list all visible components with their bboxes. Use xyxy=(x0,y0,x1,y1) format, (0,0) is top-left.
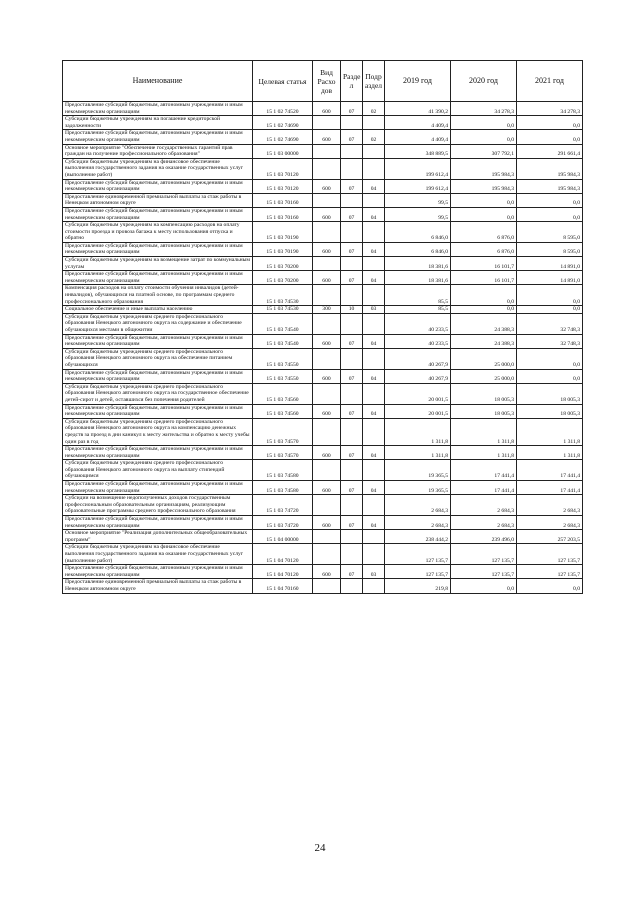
cell-subsection xyxy=(363,313,385,334)
cell-value-2019: 127 135,7 xyxy=(385,544,451,565)
cell-value-2019: 6 846,0 xyxy=(385,242,451,256)
table-row xyxy=(63,348,583,369)
table-header-row xyxy=(63,61,583,102)
cell-value-2020: 18 005,3 xyxy=(451,404,517,418)
cell-name: Субсидии бюджетным учреждениям среднего профессионального образования Ненецкого автономного округа на обеспечение питанием обучающихся xyxy=(63,348,253,369)
cell-value-2019: 4 409,4 xyxy=(385,130,451,144)
cell-subsection xyxy=(363,579,385,593)
cell-section xyxy=(341,544,363,565)
cell-value-2019: 1 311,8 xyxy=(385,418,451,445)
cell-target-article: 15 1 03 74540 xyxy=(253,334,313,348)
cell-value-2019: 348 889,5 xyxy=(385,144,451,158)
cell-name: Субсидии бюджетным учреждениям среднего профессионального образования Ненецкого автономного округа на содержание и обеспечение обучающихся местами в общежитии xyxy=(63,313,253,334)
table-row xyxy=(63,544,583,565)
cell-value-2020: 195 984,3 xyxy=(451,158,517,179)
cell-name: Предоставление субсидий бюджетным, автономным учреждениям и иным некоммерческим организациям xyxy=(63,334,253,348)
cell-value-2019: 219,8 xyxy=(385,579,451,593)
cell-section: 07 xyxy=(341,130,363,144)
cell-value-2019: 19 365,5 xyxy=(385,481,451,495)
cell-subsection: 04 xyxy=(363,271,385,285)
header-year-2020: 2020 год xyxy=(451,61,517,102)
cell-subsection xyxy=(363,193,385,207)
cell-value-2020: 34 278,3 xyxy=(451,102,517,116)
cell-subsection xyxy=(363,222,385,243)
cell-value-2021: 14 891,0 xyxy=(517,271,583,285)
cell-subsection xyxy=(363,144,385,158)
cell-value-2021: 17 441,4 xyxy=(517,481,583,495)
table-row xyxy=(63,285,583,306)
cell-expense-type: 600 xyxy=(313,334,341,348)
cell-value-2020: 25 000,0 xyxy=(451,369,517,383)
cell-subsection xyxy=(363,285,385,306)
cell-section: 07 xyxy=(341,334,363,348)
cell-subsection xyxy=(363,116,385,130)
cell-subsection xyxy=(363,158,385,179)
cell-value-2021: 0,0 xyxy=(517,369,583,383)
cell-expense-type: 600 xyxy=(313,369,341,383)
cell-value-2021: 14 891,0 xyxy=(517,257,583,271)
cell-value-2021: 291 661,4 xyxy=(517,144,583,158)
cell-section xyxy=(341,116,363,130)
cell-name: Предоставление субсидий бюджетным, автономным учреждениям и иным некоммерческим организациям xyxy=(63,481,253,495)
cell-target-article: 15 1 03 74540 xyxy=(253,313,313,334)
cell-expense-type: 600 xyxy=(313,207,341,221)
cell-value-2019: 85,5 xyxy=(385,306,451,314)
cell-subsection xyxy=(363,460,385,481)
cell-value-2021: 195 984,3 xyxy=(517,158,583,179)
cell-target-article: 15 1 03 74570 xyxy=(253,418,313,445)
cell-name: Предоставление субсидий бюджетным, автономным учреждениям и иным некоммерческим организациям xyxy=(63,271,253,285)
cell-subsection xyxy=(363,544,385,565)
cell-expense-type xyxy=(313,579,341,593)
table-row xyxy=(63,222,583,243)
cell-subsection: 04 xyxy=(363,516,385,530)
cell-value-2020: 127 135,7 xyxy=(451,544,517,565)
cell-subsection xyxy=(363,348,385,369)
cell-name: Социальное обеспечение и иные выплаты населению xyxy=(63,306,253,314)
cell-value-2021: 1 311,8 xyxy=(517,418,583,445)
cell-value-2019: 18 381,6 xyxy=(385,257,451,271)
cell-value-2020: 18 005,3 xyxy=(451,383,517,404)
cell-value-2020: 6 876,0 xyxy=(451,242,517,256)
table-row xyxy=(63,565,583,579)
cell-value-2020: 0,0 xyxy=(451,579,517,593)
cell-name: Предоставление субсидий бюджетным, автономным учреждениям и иным некоммерческим организациям xyxy=(63,369,253,383)
cell-name: Предоставление субсидий бюджетным, автономным учреждениям и иным некоммерческим организациям xyxy=(63,242,253,256)
cell-expense-type: 600 xyxy=(313,271,341,285)
cell-name: Субсидии бюджетным учреждениям среднего профессионального образования Ненецкого автономного округа на государственное обеспечение детей-сирот и детей, оставшихся без попечения родителей xyxy=(63,383,253,404)
cell-value-2019: 40 233,5 xyxy=(385,334,451,348)
cell-name: Предоставление субсидий бюджетным, автономным учреждениям и иным некоммерческим организациям xyxy=(63,516,253,530)
table-row xyxy=(63,383,583,404)
cell-target-article: 15 1 03 70160 xyxy=(253,193,313,207)
cell-value-2021: 17 441,4 xyxy=(517,460,583,481)
cell-value-2021: 0,0 xyxy=(517,285,583,306)
cell-target-article: 15 1 03 74530 xyxy=(253,285,313,306)
cell-value-2021: 257 203,5 xyxy=(517,530,583,544)
cell-subsection xyxy=(363,530,385,544)
cell-name: Основное мероприятие "Обеспечение государственных гарантий прав граждан на получение профессионального образования" xyxy=(63,144,253,158)
cell-value-2021: 0,0 xyxy=(517,207,583,221)
table-row xyxy=(63,271,583,285)
page-number: 24 xyxy=(314,842,326,854)
cell-subsection: 04 xyxy=(363,481,385,495)
table-row xyxy=(63,116,583,130)
cell-expense-type xyxy=(313,116,341,130)
cell-subsection xyxy=(363,495,385,516)
cell-section: 07 xyxy=(341,369,363,383)
table-row xyxy=(63,158,583,179)
cell-value-2021: 1 311,8 xyxy=(517,446,583,460)
cell-expense-type xyxy=(313,257,341,271)
cell-subsection: 04 xyxy=(363,334,385,348)
table-row xyxy=(63,130,583,144)
table-row xyxy=(63,404,583,418)
cell-section xyxy=(341,313,363,334)
cell-subsection xyxy=(363,257,385,271)
cell-expense-type xyxy=(313,418,341,445)
cell-target-article: 15 1 04 70120 xyxy=(253,565,313,579)
cell-subsection xyxy=(363,418,385,445)
cell-value-2021: 127 135,7 xyxy=(517,544,583,565)
table-row xyxy=(63,369,583,383)
cell-section: 07 xyxy=(341,516,363,530)
cell-value-2020: 0,0 xyxy=(451,207,517,221)
cell-value-2019: 20 001,5 xyxy=(385,383,451,404)
table-row xyxy=(63,460,583,481)
cell-value-2021: 32 748,3 xyxy=(517,313,583,334)
cell-value-2020: 16 101,7 xyxy=(451,257,517,271)
cell-value-2021: 18 005,3 xyxy=(517,383,583,404)
cell-subsection xyxy=(363,383,385,404)
cell-section xyxy=(341,383,363,404)
cell-value-2020: 195 984,3 xyxy=(451,179,517,193)
cell-name: Субсидии бюджетным учреждениям среднего профессионального образования Ненецкого автономного округа на компенсацию денежных средств за проезд в дни каникул к месту жительства и обратно к месту учебы один раз в год xyxy=(63,418,253,445)
cell-section xyxy=(341,495,363,516)
cell-target-article: 15 1 03 74560 xyxy=(253,383,313,404)
cell-section xyxy=(341,579,363,593)
cell-value-2019: 99,5 xyxy=(385,207,451,221)
cell-value-2021: 2 684,3 xyxy=(517,495,583,516)
cell-subsection: 04 xyxy=(363,242,385,256)
cell-target-article: 15 1 03 74580 xyxy=(253,460,313,481)
cell-subsection: 04 xyxy=(363,207,385,221)
cell-expense-type: 600 xyxy=(313,565,341,579)
cell-name: Предоставление субсидий бюджетным, автономным учреждениям и иным некоммерческим организациям xyxy=(63,130,253,144)
cell-value-2019: 2 684,3 xyxy=(385,495,451,516)
cell-value-2019: 4 409,4 xyxy=(385,116,451,130)
cell-target-article: 15 1 03 74570 xyxy=(253,446,313,460)
cell-section xyxy=(341,348,363,369)
cell-subsection: 04 xyxy=(363,179,385,193)
cell-value-2021: 34 278,3 xyxy=(517,102,583,116)
cell-value-2019: 99,5 xyxy=(385,193,451,207)
cell-value-2019: 85,5 xyxy=(385,285,451,306)
table-row xyxy=(63,193,583,207)
cell-value-2021: 0,0 xyxy=(517,130,583,144)
cell-section xyxy=(341,418,363,445)
table-row xyxy=(63,306,583,314)
cell-name: Предоставление субсидий бюджетным, автономным учреждениям и иным некоммерческим организациям xyxy=(63,446,253,460)
cell-target-article: 15 1 03 74720 xyxy=(253,495,313,516)
table-row xyxy=(63,242,583,256)
cell-expense-type xyxy=(313,313,341,334)
table-row xyxy=(63,179,583,193)
header-name: Наименование xyxy=(63,61,253,102)
header-year-2019: 2019 год xyxy=(385,61,451,102)
cell-value-2020: 2 684,3 xyxy=(451,495,517,516)
cell-value-2021: 0,0 xyxy=(517,579,583,593)
cell-target-article: 15 1 03 70200 xyxy=(253,257,313,271)
table-row xyxy=(63,207,583,221)
cell-expense-type xyxy=(313,193,341,207)
cell-section: 07 xyxy=(341,207,363,221)
cell-target-article: 15 1 03 74550 xyxy=(253,348,313,369)
cell-target-article: 15 1 03 74530 xyxy=(253,306,313,314)
table-row xyxy=(63,481,583,495)
cell-section xyxy=(341,193,363,207)
header-year-2021: 2021 год xyxy=(517,61,583,102)
cell-value-2021: 0,0 xyxy=(517,348,583,369)
cell-section: 07 xyxy=(341,271,363,285)
cell-value-2020: 24 388,3 xyxy=(451,313,517,334)
table-row xyxy=(63,530,583,544)
cell-value-2019: 127 135,7 xyxy=(385,565,451,579)
cell-value-2021: 0,0 xyxy=(517,193,583,207)
cell-expense-type: 600 xyxy=(313,404,341,418)
cell-value-2019: 6 846,0 xyxy=(385,222,451,243)
cell-subsection: 02 xyxy=(363,102,385,116)
cell-name: Субсидии бюджетным учреждениям среднего профессионального образования Ненецкого автономного округа на выплату стипендий обучающимся xyxy=(63,460,253,481)
cell-name: Субсидии бюджетным учреждениям на компенсацию расходов на оплату стоимости проезда и провоза багажа к месту использования отпуска и обратно xyxy=(63,222,253,243)
cell-value-2019: 18 381,6 xyxy=(385,271,451,285)
table-row xyxy=(63,446,583,460)
cell-value-2021: 32 748,3 xyxy=(517,334,583,348)
cell-value-2019: 19 365,5 xyxy=(385,460,451,481)
cell-value-2020: 24 388,3 xyxy=(451,334,517,348)
cell-value-2021: 2 684,3 xyxy=(517,516,583,530)
cell-section: 07 xyxy=(341,565,363,579)
cell-name: Субсидии на возмещение недополученных доходов государственным профессиональным образовательным организациям, реализующим образовательные программы среднего профессионального образования xyxy=(63,495,253,516)
cell-expense-type xyxy=(313,530,341,544)
cell-subsection: 04 xyxy=(363,369,385,383)
cell-value-2019: 199 612,4 xyxy=(385,158,451,179)
cell-expense-type xyxy=(313,158,341,179)
cell-value-2020: 1 311,8 xyxy=(451,446,517,460)
cell-target-article: 15 1 03 00000 xyxy=(253,144,313,158)
cell-target-article: 15 1 04 00000 xyxy=(253,530,313,544)
table-body xyxy=(63,102,583,594)
table-row xyxy=(63,418,583,445)
cell-section xyxy=(341,285,363,306)
budget-table xyxy=(62,60,583,594)
cell-target-article: 15 1 03 74720 xyxy=(253,516,313,530)
table-row xyxy=(63,144,583,158)
cell-section: 07 xyxy=(341,179,363,193)
cell-target-article: 15 1 03 70160 xyxy=(253,207,313,221)
header-target-article: Целевая статья xyxy=(253,61,313,102)
cell-section xyxy=(341,144,363,158)
cell-value-2019: 2 684,3 xyxy=(385,516,451,530)
cell-expense-type xyxy=(313,144,341,158)
cell-value-2021: 18 005,3 xyxy=(517,404,583,418)
cell-name: Субсидии бюджетным учреждениям на финансовое обеспечение выполнения государственного задания на оказание государственных услуг (выполнение работ) xyxy=(63,544,253,565)
table-row xyxy=(63,495,583,516)
cell-expense-type xyxy=(313,348,341,369)
table-row xyxy=(63,257,583,271)
header-section: Разде л xyxy=(341,61,363,102)
cell-value-2021: 0,0 xyxy=(517,116,583,130)
cell-target-article: 15 1 03 70190 xyxy=(253,242,313,256)
cell-value-2020: 6 876,0 xyxy=(451,222,517,243)
cell-subsection: 04 xyxy=(363,446,385,460)
cell-subsection: 03 xyxy=(363,565,385,579)
cell-expense-type xyxy=(313,460,341,481)
cell-value-2019: 199 612,4 xyxy=(385,179,451,193)
cell-target-article: 15 1 04 70120 xyxy=(253,544,313,565)
cell-value-2021: 8 595,0 xyxy=(517,242,583,256)
header-expense-type: Вид Расхо дов xyxy=(313,61,341,102)
cell-subsection: 03 xyxy=(363,306,385,314)
cell-value-2020: 2 684,3 xyxy=(451,516,517,530)
cell-expense-type xyxy=(313,544,341,565)
cell-value-2020: 25 000,0 xyxy=(451,348,517,369)
table-row xyxy=(63,579,583,593)
cell-expense-type: 600 xyxy=(313,179,341,193)
cell-section xyxy=(341,158,363,179)
cell-value-2019: 1 311,8 xyxy=(385,446,451,460)
cell-expense-type: 600 xyxy=(313,242,341,256)
cell-target-article: 15 1 03 70190 xyxy=(253,222,313,243)
cell-target-article: 15 1 03 70120 xyxy=(253,179,313,193)
cell-section: 10 xyxy=(341,306,363,314)
cell-name: Предоставление субсидий бюджетным, автономным учреждениям и иным некоммерческим организациям xyxy=(63,565,253,579)
cell-target-article: 15 1 03 74580 xyxy=(253,481,313,495)
cell-value-2021: 195 984,3 xyxy=(517,179,583,193)
table-row xyxy=(63,516,583,530)
header-subsection: Подр аздел xyxy=(363,61,385,102)
cell-expense-type: 600 xyxy=(313,516,341,530)
cell-target-article: 15 1 02 74690 xyxy=(253,116,313,130)
cell-value-2021: 127 135,7 xyxy=(517,565,583,579)
cell-value-2020: 0,0 xyxy=(451,130,517,144)
cell-value-2019: 40 267,9 xyxy=(385,348,451,369)
table-row xyxy=(63,334,583,348)
cell-subsection: 02 xyxy=(363,130,385,144)
cell-expense-type: 600 xyxy=(313,130,341,144)
cell-section xyxy=(341,222,363,243)
cell-name: Предоставление субсидий бюджетным, автономным учреждениям и иным некоммерческим организациям xyxy=(63,207,253,221)
cell-value-2020: 0,0 xyxy=(451,285,517,306)
cell-section: 07 xyxy=(341,242,363,256)
cell-section: 07 xyxy=(341,404,363,418)
cell-target-article: 15 1 02 74520 xyxy=(253,102,313,116)
cell-value-2019: 238 444,2 xyxy=(385,530,451,544)
cell-section: 07 xyxy=(341,481,363,495)
cell-value-2019: 41 390,2 xyxy=(385,102,451,116)
cell-target-article: 15 1 03 70200 xyxy=(253,271,313,285)
table-row xyxy=(63,313,583,334)
cell-value-2019: 20 001,5 xyxy=(385,404,451,418)
cell-section xyxy=(341,257,363,271)
cell-value-2020: 127 135,7 xyxy=(451,565,517,579)
cell-subsection: 04 xyxy=(363,404,385,418)
cell-section xyxy=(341,530,363,544)
cell-expense-type xyxy=(313,285,341,306)
cell-expense-type: 600 xyxy=(313,481,341,495)
cell-target-article: 15 1 03 70120 xyxy=(253,158,313,179)
cell-name: Предоставление единовременной премиальной выплаты за стаж работы в Ненецком автономном округе xyxy=(63,579,253,593)
cell-expense-type xyxy=(313,383,341,404)
cell-name: Субсидии бюджетным учреждениям на финансовое обеспечение выполнения государственного задания на оказание государственных услуг (выполнение работ) xyxy=(63,158,253,179)
cell-name: Компенсация расходов на оплату стоимости обучения инвалидов (детей-инвалидов), обучающихся на платной основе, по программам среднего профессионального образования xyxy=(63,285,253,306)
cell-section: 07 xyxy=(341,102,363,116)
cell-value-2020: 0,0 xyxy=(451,116,517,130)
cell-name: Субсидии бюджетным учреждениям на возмещение затрат по коммунальным услугам xyxy=(63,257,253,271)
cell-name: Предоставление субсидий бюджетным, автономным учреждениям и иным некоммерческим организациям xyxy=(63,102,253,116)
cell-value-2020: 16 101,7 xyxy=(451,271,517,285)
cell-name: Предоставление субсидий бюджетным, автономным учреждениям и иным некоммерческим организациям xyxy=(63,404,253,418)
cell-expense-type: 600 xyxy=(313,446,341,460)
table-row xyxy=(63,102,583,116)
cell-expense-type: 300 xyxy=(313,306,341,314)
cell-section xyxy=(341,460,363,481)
cell-name: Предоставление субсидий бюджетным, автономным учреждениям и иным некоммерческим организациям xyxy=(63,179,253,193)
cell-value-2020: 307 792,1 xyxy=(451,144,517,158)
cell-value-2019: 40 267,9 xyxy=(385,369,451,383)
cell-expense-type: 600 xyxy=(313,102,341,116)
cell-value-2020: 0,0 xyxy=(451,306,517,314)
cell-value-2021: 0,0 xyxy=(517,306,583,314)
cell-value-2020: 17 441,4 xyxy=(451,460,517,481)
cell-target-article: 15 1 04 70160 xyxy=(253,579,313,593)
cell-value-2019: 40 233,5 xyxy=(385,313,451,334)
cell-value-2020: 17 441,4 xyxy=(451,481,517,495)
cell-target-article: 15 1 03 74560 xyxy=(253,404,313,418)
cell-name: Основное мероприятие "Реализация дополнительных общеобразовательных программ" xyxy=(63,530,253,544)
cell-value-2021: 8 595,0 xyxy=(517,222,583,243)
cell-value-2020: 1 311,8 xyxy=(451,418,517,445)
cell-target-article: 15 1 02 74690 xyxy=(253,130,313,144)
cell-name: Субсидии бюджетным учреждениям на погашение кредиторской задолженности xyxy=(63,116,253,130)
budget-table-sheet xyxy=(62,60,582,594)
cell-section: 07 xyxy=(341,446,363,460)
cell-expense-type xyxy=(313,495,341,516)
cell-value-2020: 0,0 xyxy=(451,193,517,207)
cell-expense-type xyxy=(313,222,341,243)
cell-target-article: 15 1 03 74550 xyxy=(253,369,313,383)
cell-value-2020: 239 496,0 xyxy=(451,530,517,544)
cell-name: Предоставление единовременной премиальной выплаты за стаж работы в Ненецком автономном округе xyxy=(63,193,253,207)
